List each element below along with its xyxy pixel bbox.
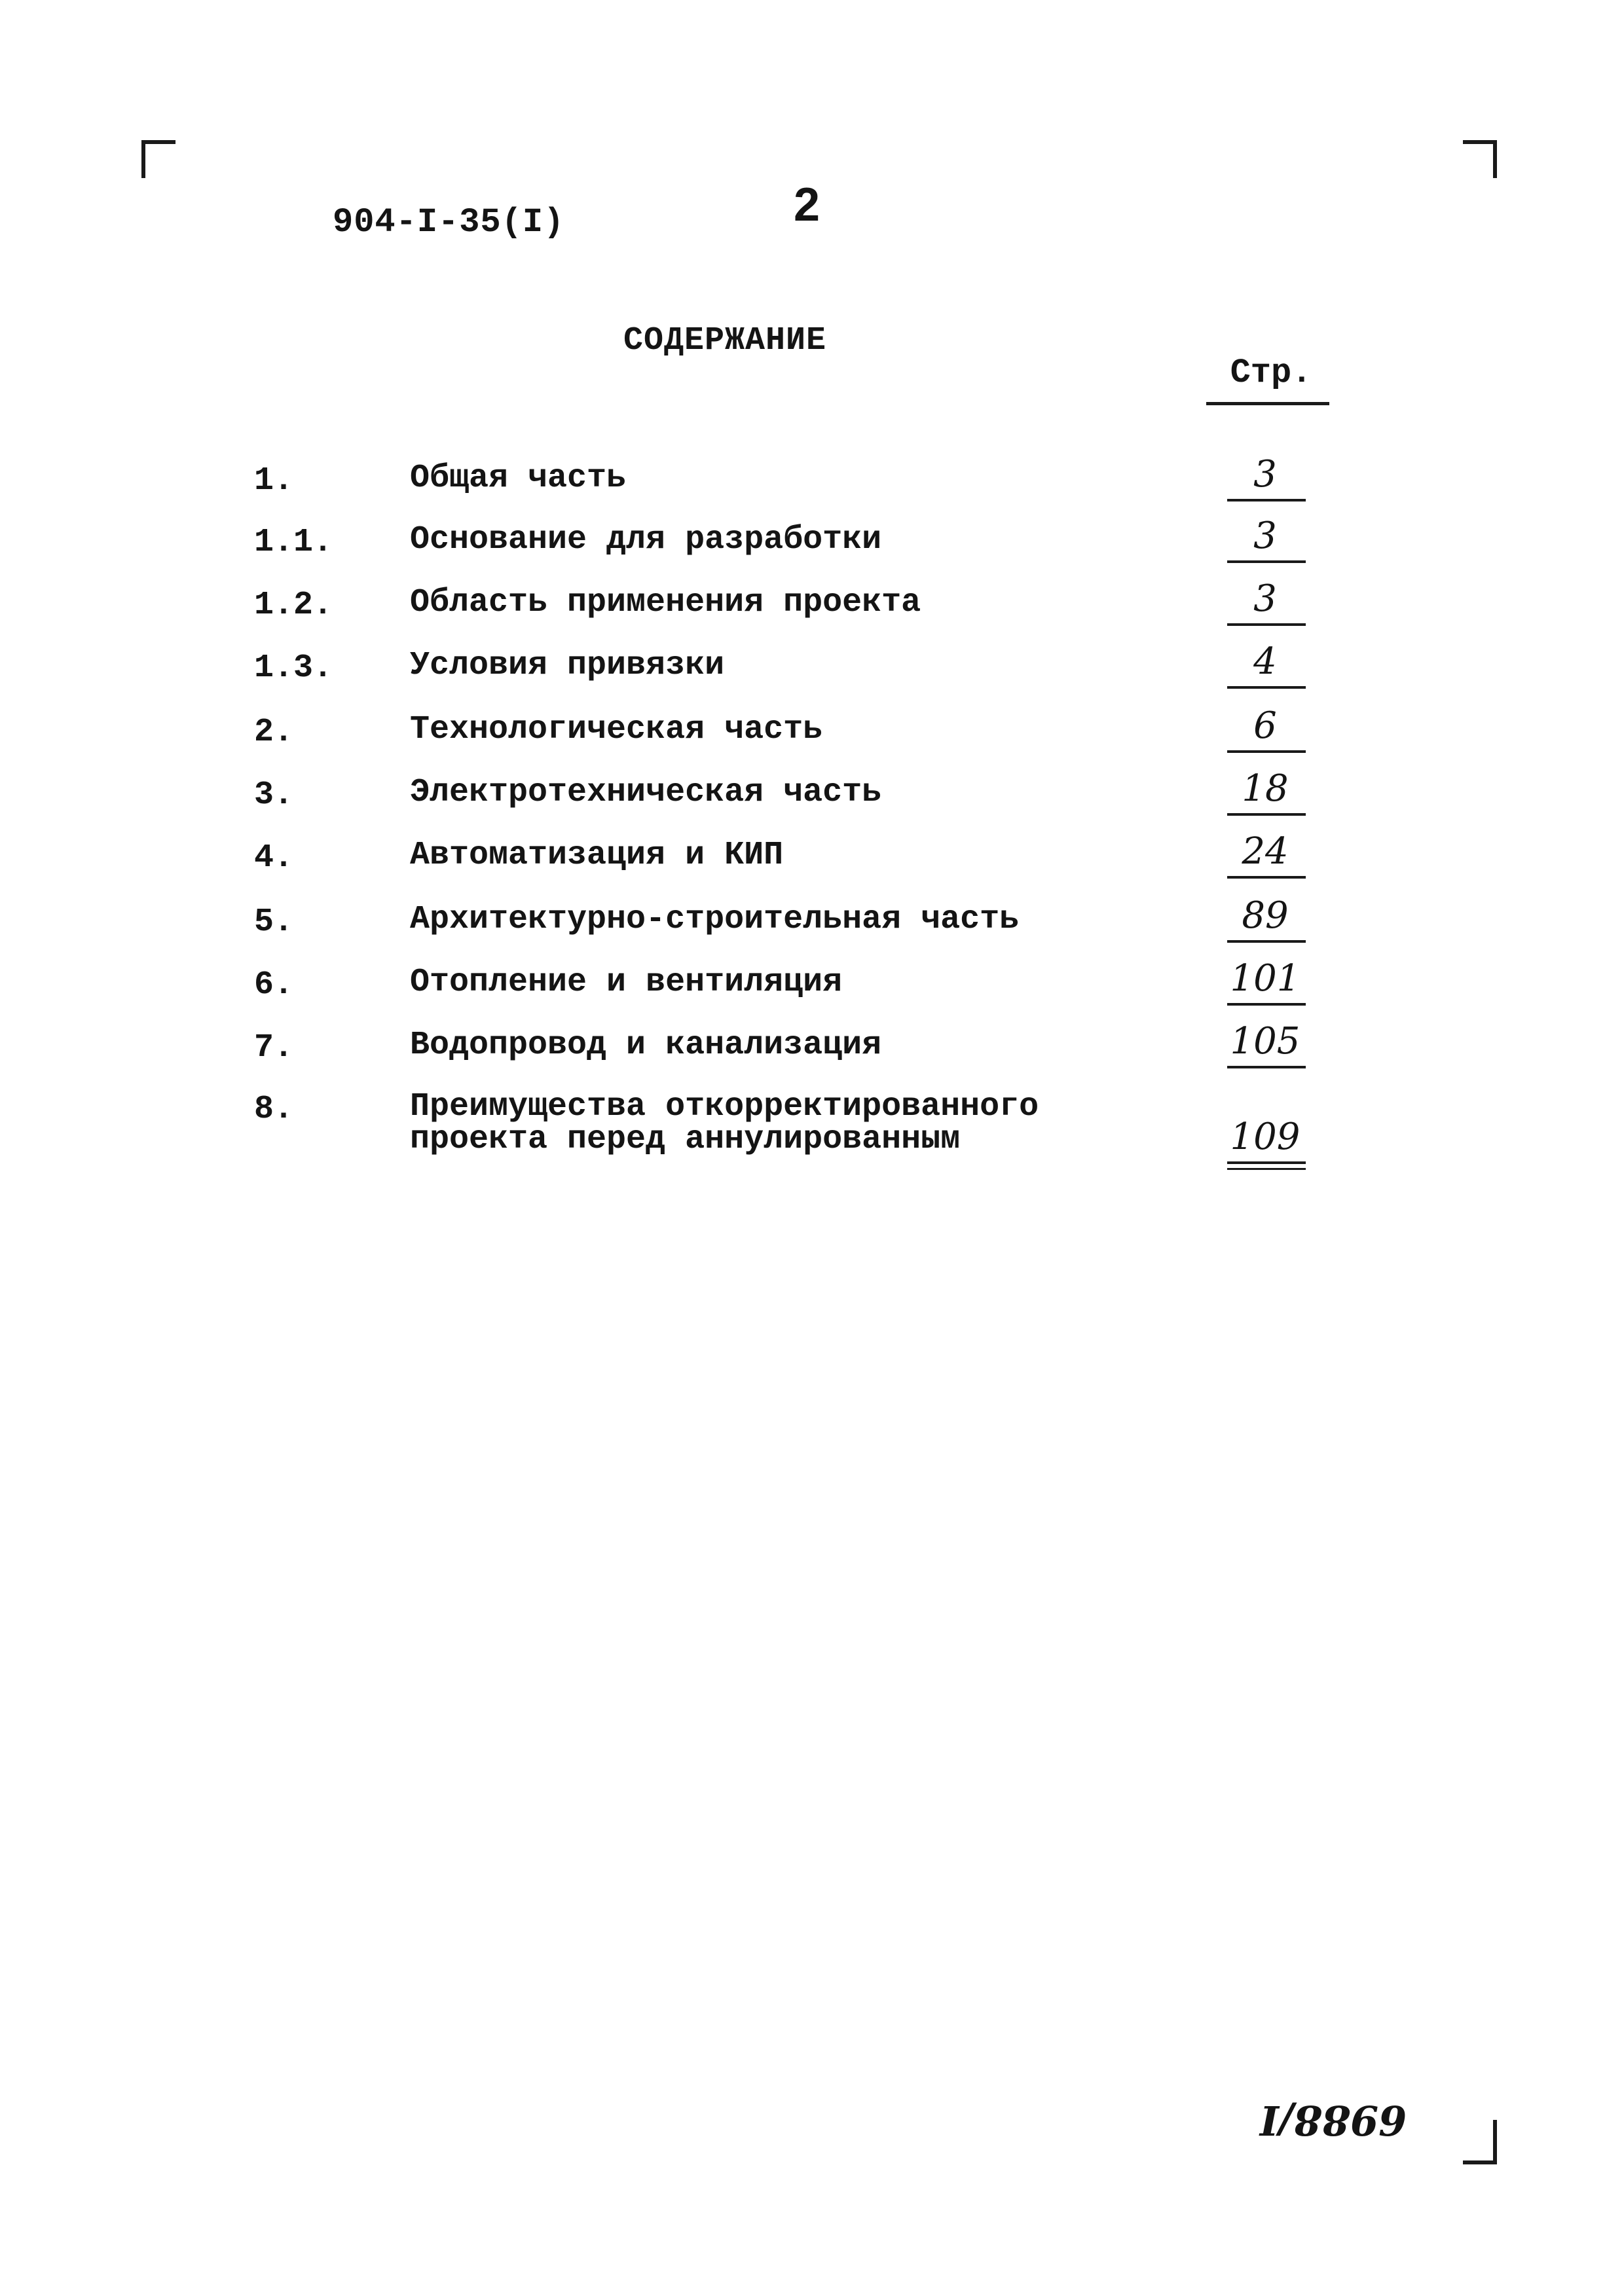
page-underline <box>1227 1003 1306 1006</box>
toc-entry <box>0 1088 1624 1158</box>
toc-entry-number: 1.1. <box>254 524 333 561</box>
page-underline <box>1227 623 1306 626</box>
toc-entry-label: Автоматизация и КИП <box>410 837 784 874</box>
toc-entry-label: Область применения проекта <box>410 584 921 621</box>
toc-entry-number: 1.2. <box>254 587 333 624</box>
toc-entry-number: 7. <box>254 1029 294 1066</box>
toc-entry-label: Архитектурно-строительная часть <box>410 901 1020 938</box>
toc-entry-number: 2. <box>254 714 294 751</box>
toc-entry-page: 3 <box>1253 453 1277 496</box>
page-underline <box>1227 1066 1306 1068</box>
toc-entry-page: 18 <box>1242 767 1289 810</box>
toc-entry-page: 6 <box>1253 704 1277 747</box>
toc-entry-page: 109 <box>1230 1116 1301 1158</box>
toc-entry <box>0 830 1624 879</box>
toc-entry-number: 1. <box>254 462 294 500</box>
toc-entry-label: Электротехническая часть <box>410 774 882 811</box>
toc-entry-number: 5. <box>254 903 294 941</box>
toc-entry-label: Общая часть <box>410 460 627 497</box>
toc-entry-page: 89 <box>1242 894 1289 937</box>
toc-entry-number: 3. <box>254 776 294 814</box>
toc-entry-page: 105 <box>1230 1020 1301 1063</box>
toc-entry-page: 4 <box>1253 640 1277 683</box>
page-underline <box>1227 560 1306 563</box>
toc-entry-label: Водопровод и канализация <box>410 1027 882 1064</box>
toc-entry <box>0 577 1624 626</box>
page-underline <box>1227 876 1306 879</box>
toc-entry-label: Отопление и вентиляция <box>410 964 843 1001</box>
archive-number: 6988/I <box>1260 2096 1407 2144</box>
page-underline <box>1227 813 1306 816</box>
page-underline <box>1227 499 1306 501</box>
toc-entry <box>0 640 1624 689</box>
page-number: 2 <box>794 179 821 231</box>
toc-entry <box>0 1020 1624 1068</box>
page-underline <box>1227 686 1306 689</box>
toc-title: СОДЕРЖАНИЕ <box>623 322 827 359</box>
toc-entry <box>0 767 1624 816</box>
page-double-underline <box>1227 1168 1306 1170</box>
page-underline <box>1227 1161 1306 1164</box>
toc-entry <box>0 704 1624 753</box>
toc-entry-number: 1.3. <box>254 649 333 687</box>
toc-entry-label: Условия привязки <box>410 647 725 684</box>
page-underline <box>1227 940 1306 943</box>
toc-entry-page: 101 <box>1230 957 1301 1000</box>
toc-entry-number: 4. <box>254 839 294 877</box>
toc-entry <box>0 515 1624 563</box>
toc-entry-page: 24 <box>1242 830 1289 873</box>
toc-entry-number: 6. <box>254 966 294 1004</box>
toc-entry-label-continuation: проекта перед аннулированным <box>410 1121 961 1158</box>
toc-entry-page: 3 <box>1253 515 1277 557</box>
toc-entry-label: Преимущества откорректированного <box>410 1088 1039 1125</box>
document-code: 904-I-35(I) <box>333 203 565 242</box>
page-column-header: Стр. <box>1230 354 1312 392</box>
toc-entry-number: 8. <box>254 1091 294 1128</box>
toc-entry-label: Основание для разработки <box>410 521 882 558</box>
toc-entry-label: Технологическая часть <box>410 711 823 748</box>
toc-entry <box>0 894 1624 943</box>
toc-entry <box>0 957 1624 1006</box>
page-underline <box>1227 750 1306 753</box>
toc-entry <box>0 453 1624 501</box>
toc-entry-page: 3 <box>1253 577 1277 620</box>
